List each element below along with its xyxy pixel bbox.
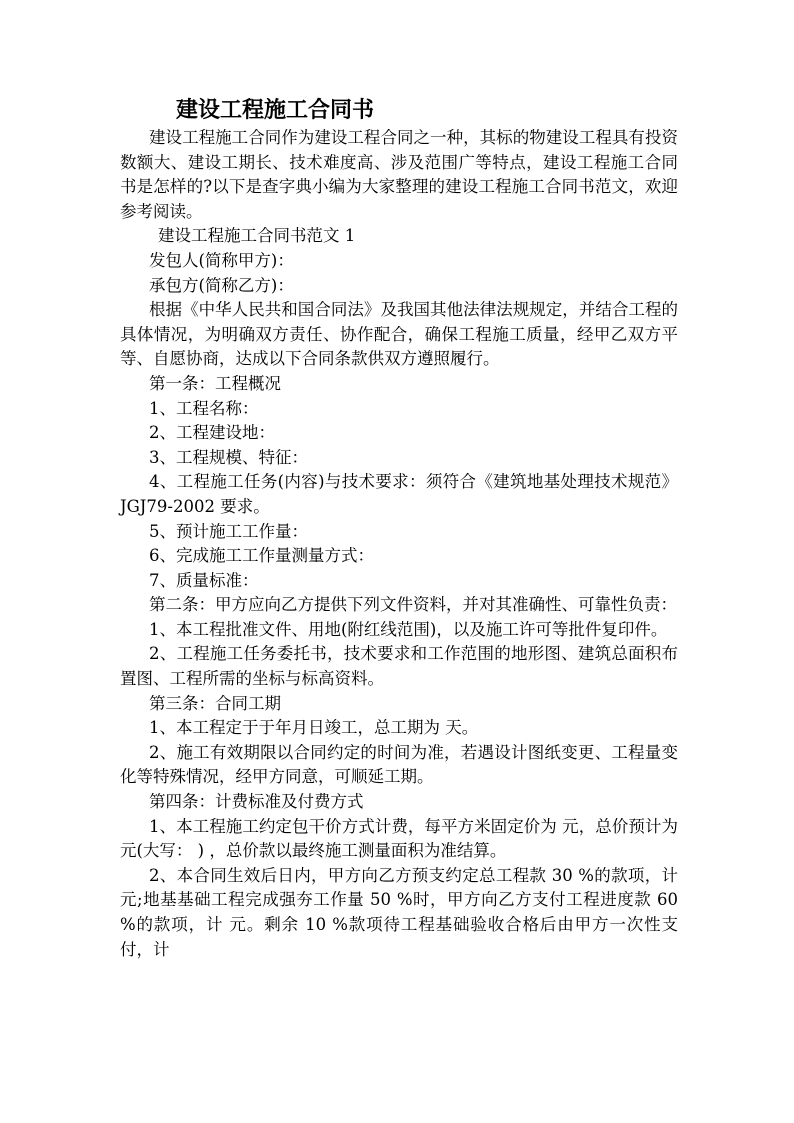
document-page: [120, 96, 678, 962]
article-1-item-5: 5、预计施工工作量：: [149, 521, 308, 541]
article-3-item-1: 1、本工程定于于年月日竣工，总工期为 天。: [149, 718, 479, 738]
sample-heading: 建设工程施工合同书范文 1: [158, 226, 356, 246]
article-3-heading: 第三条：合同工期: [149, 693, 281, 713]
article-1-item-7: 7、质量标准：: [149, 570, 259, 590]
article-1-item-6: 6、完成施工工作量测量方式：: [149, 546, 374, 566]
article-3-item-2: 2、施工有效期限以合同约定的时间为准，若遇设计图纸变更、工程量变化等特殊情况，经甲方同意，可顺延工期。: [120, 742, 678, 787]
article-1-item-1: 1、工程名称：: [149, 398, 259, 418]
article-1-item-3: 3、工程规模、特征：: [149, 447, 308, 467]
article-2-item-1: 1、本工程批准文件、用地(附红线范围)，以及施工许可等批件复印件。: [149, 619, 668, 639]
article-1-item-4: 4、工程施工任务(内容)与技术要求：须符合《建筑地基处理技术规范》JGJ79-2002 要求。: [120, 472, 678, 516]
party-b-line: 承包方(简称乙方)：: [149, 275, 294, 295]
article-1-heading: 第一条：工程概况: [149, 373, 281, 393]
article-4-heading: 第四条：计费标准及付费方式: [149, 792, 364, 812]
article-2-item-2: 2、工程施工任务委托书，技术要求和工作范围的地形图、建筑总面积布置图、工程所需的坐标与标高资料。: [120, 644, 678, 689]
article-4-item-1: 1、本工程施工约定包干价方式计费，每平方米固定价为 元，总价预计为元(大写： ) ，总价款以最终施工测量面积为准结算。: [120, 816, 678, 861]
preamble-paragraph: 根据《中华人民共和国合同法》及我国其他法律法规规定，并结合工程的具体情况，为明确双方责任、协作配合，确保工程施工质量，经甲乙双方平等、自愿协商，达成以下合同条款供双方遵照履行。: [120, 300, 678, 369]
article-2-heading: 第二条：甲方应向乙方提供下列文件资料，并对其准确性、可靠性负责：: [149, 595, 677, 615]
document-title: 建设工程施工合同书: [176, 97, 375, 123]
article-4-item-2: 2、本合同生效后日内，甲方向乙方预支约定总工程款 30 %的款项，计 元;地基基础工程完成强夯工作量 50 %时，甲方向乙方支付工程进度款 60 %的款项，计 元。剩余 10 %款项待工程基础验收合格后由甲方一次性支付，计: [120, 865, 678, 959]
article-1-item-2: 2、工程建设地：: [149, 423, 275, 443]
intro-paragraph: 建设工程施工合同作为建设工程合同之一种，其标的物建设工程具有投资数额大、建设工期长、技术难度高、涉及范围广等特点，建设工程施工合同书是怎样的?以下是查字典小编为大家整理的建设工程施工合同书范文，欢迎参考阅读。: [120, 128, 678, 221]
party-a-line: 发包人(简称甲方)：: [149, 250, 294, 270]
